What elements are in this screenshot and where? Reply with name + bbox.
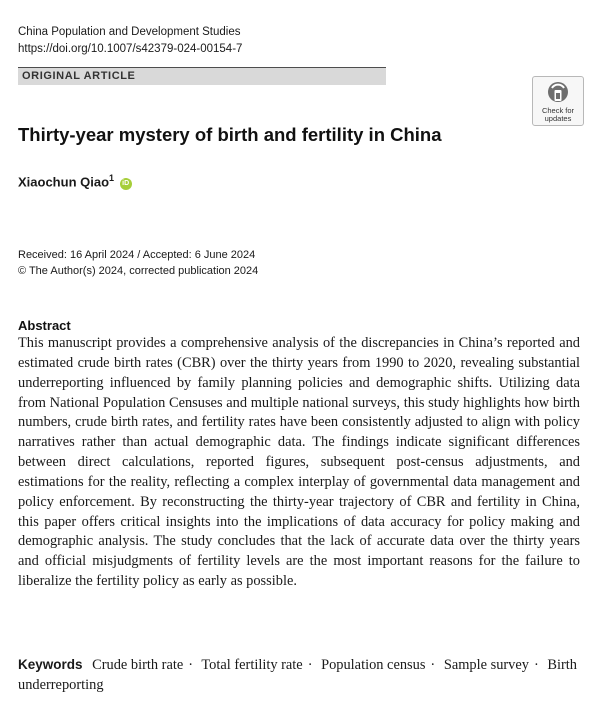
article-title: Thirty-year mystery of birth and fertility in China (18, 124, 442, 145)
keyword-separator: · (533, 657, 539, 673)
abstract-text: This manuscript provides a comprehensive analysis of the discrepancies in China’s reported and estimated crude birth rates (CBR) over the thirty years from 1990 to 2020, revealing substantial underreporting influenced by family planning policies and demographic shifts. Utilizing data from National Population Censuses and multiple national surveys, this study highlights how birth numbers, crude birth rates, and fertility rates have been consistently adjusted to align with policy narratives rather than actual demographic data. The findings indicate significant differences between direct calculations, reported figures, subsequent post-census adjustments, and estimations for the reality, reflecting a complex interplay of governmental data management and policy enforcement. By reconstructing the thirty-year trajectory of CBR and fertility in China, this paper offers critical insights into the implications of data accuracy for policy making and demographic analysis. The study concludes that the lack of accurate data over the thirty years and official misjudgments of fertility levels are the most important reasons for the failure to liberalize the fertility policy as early as possible. (18, 335, 580, 590)
check-for-updates-label: Check for updates (541, 106, 575, 123)
journal-name: China Population and Development Studies (18, 26, 241, 38)
keyword-separator: · (307, 657, 313, 673)
keywords-block (18, 655, 580, 695)
check-for-updates-icon (547, 81, 569, 105)
author-name[interactable]: Xiaochun Qiao (18, 174, 110, 190)
abstract-heading: Abstract (18, 318, 71, 333)
keyword-item: Total fertility rate (201, 657, 303, 673)
keyword-item: Sample survey (443, 657, 529, 673)
keyword-separator: · (188, 657, 194, 673)
keyword-item: Birth underreporting (18, 657, 577, 693)
keyword-item: Crude birth rate (92, 657, 184, 673)
received-accepted-dates: Received: 16 April 2024 / Accepted: 6 June 2024 (18, 249, 256, 261)
doi-link[interactable]: https://doi.org/10.1007/s42379-024-00154-7 (18, 43, 243, 55)
keywords-label: Keywords (18, 657, 83, 672)
article-type-bar (18, 67, 386, 85)
author-line (18, 173, 132, 190)
keyword-separator: · (430, 657, 436, 673)
orcid-icon[interactable]: iD (120, 178, 132, 190)
check-for-updates-button[interactable] (532, 76, 584, 126)
article-type-label: ORIGINAL ARTICLE (22, 70, 136, 82)
copyright-notice: © The Author(s) 2024, corrected publication 2024 (18, 265, 259, 277)
keyword-item: Population census (321, 657, 426, 673)
affiliation-marker[interactable]: 1 (109, 173, 115, 183)
